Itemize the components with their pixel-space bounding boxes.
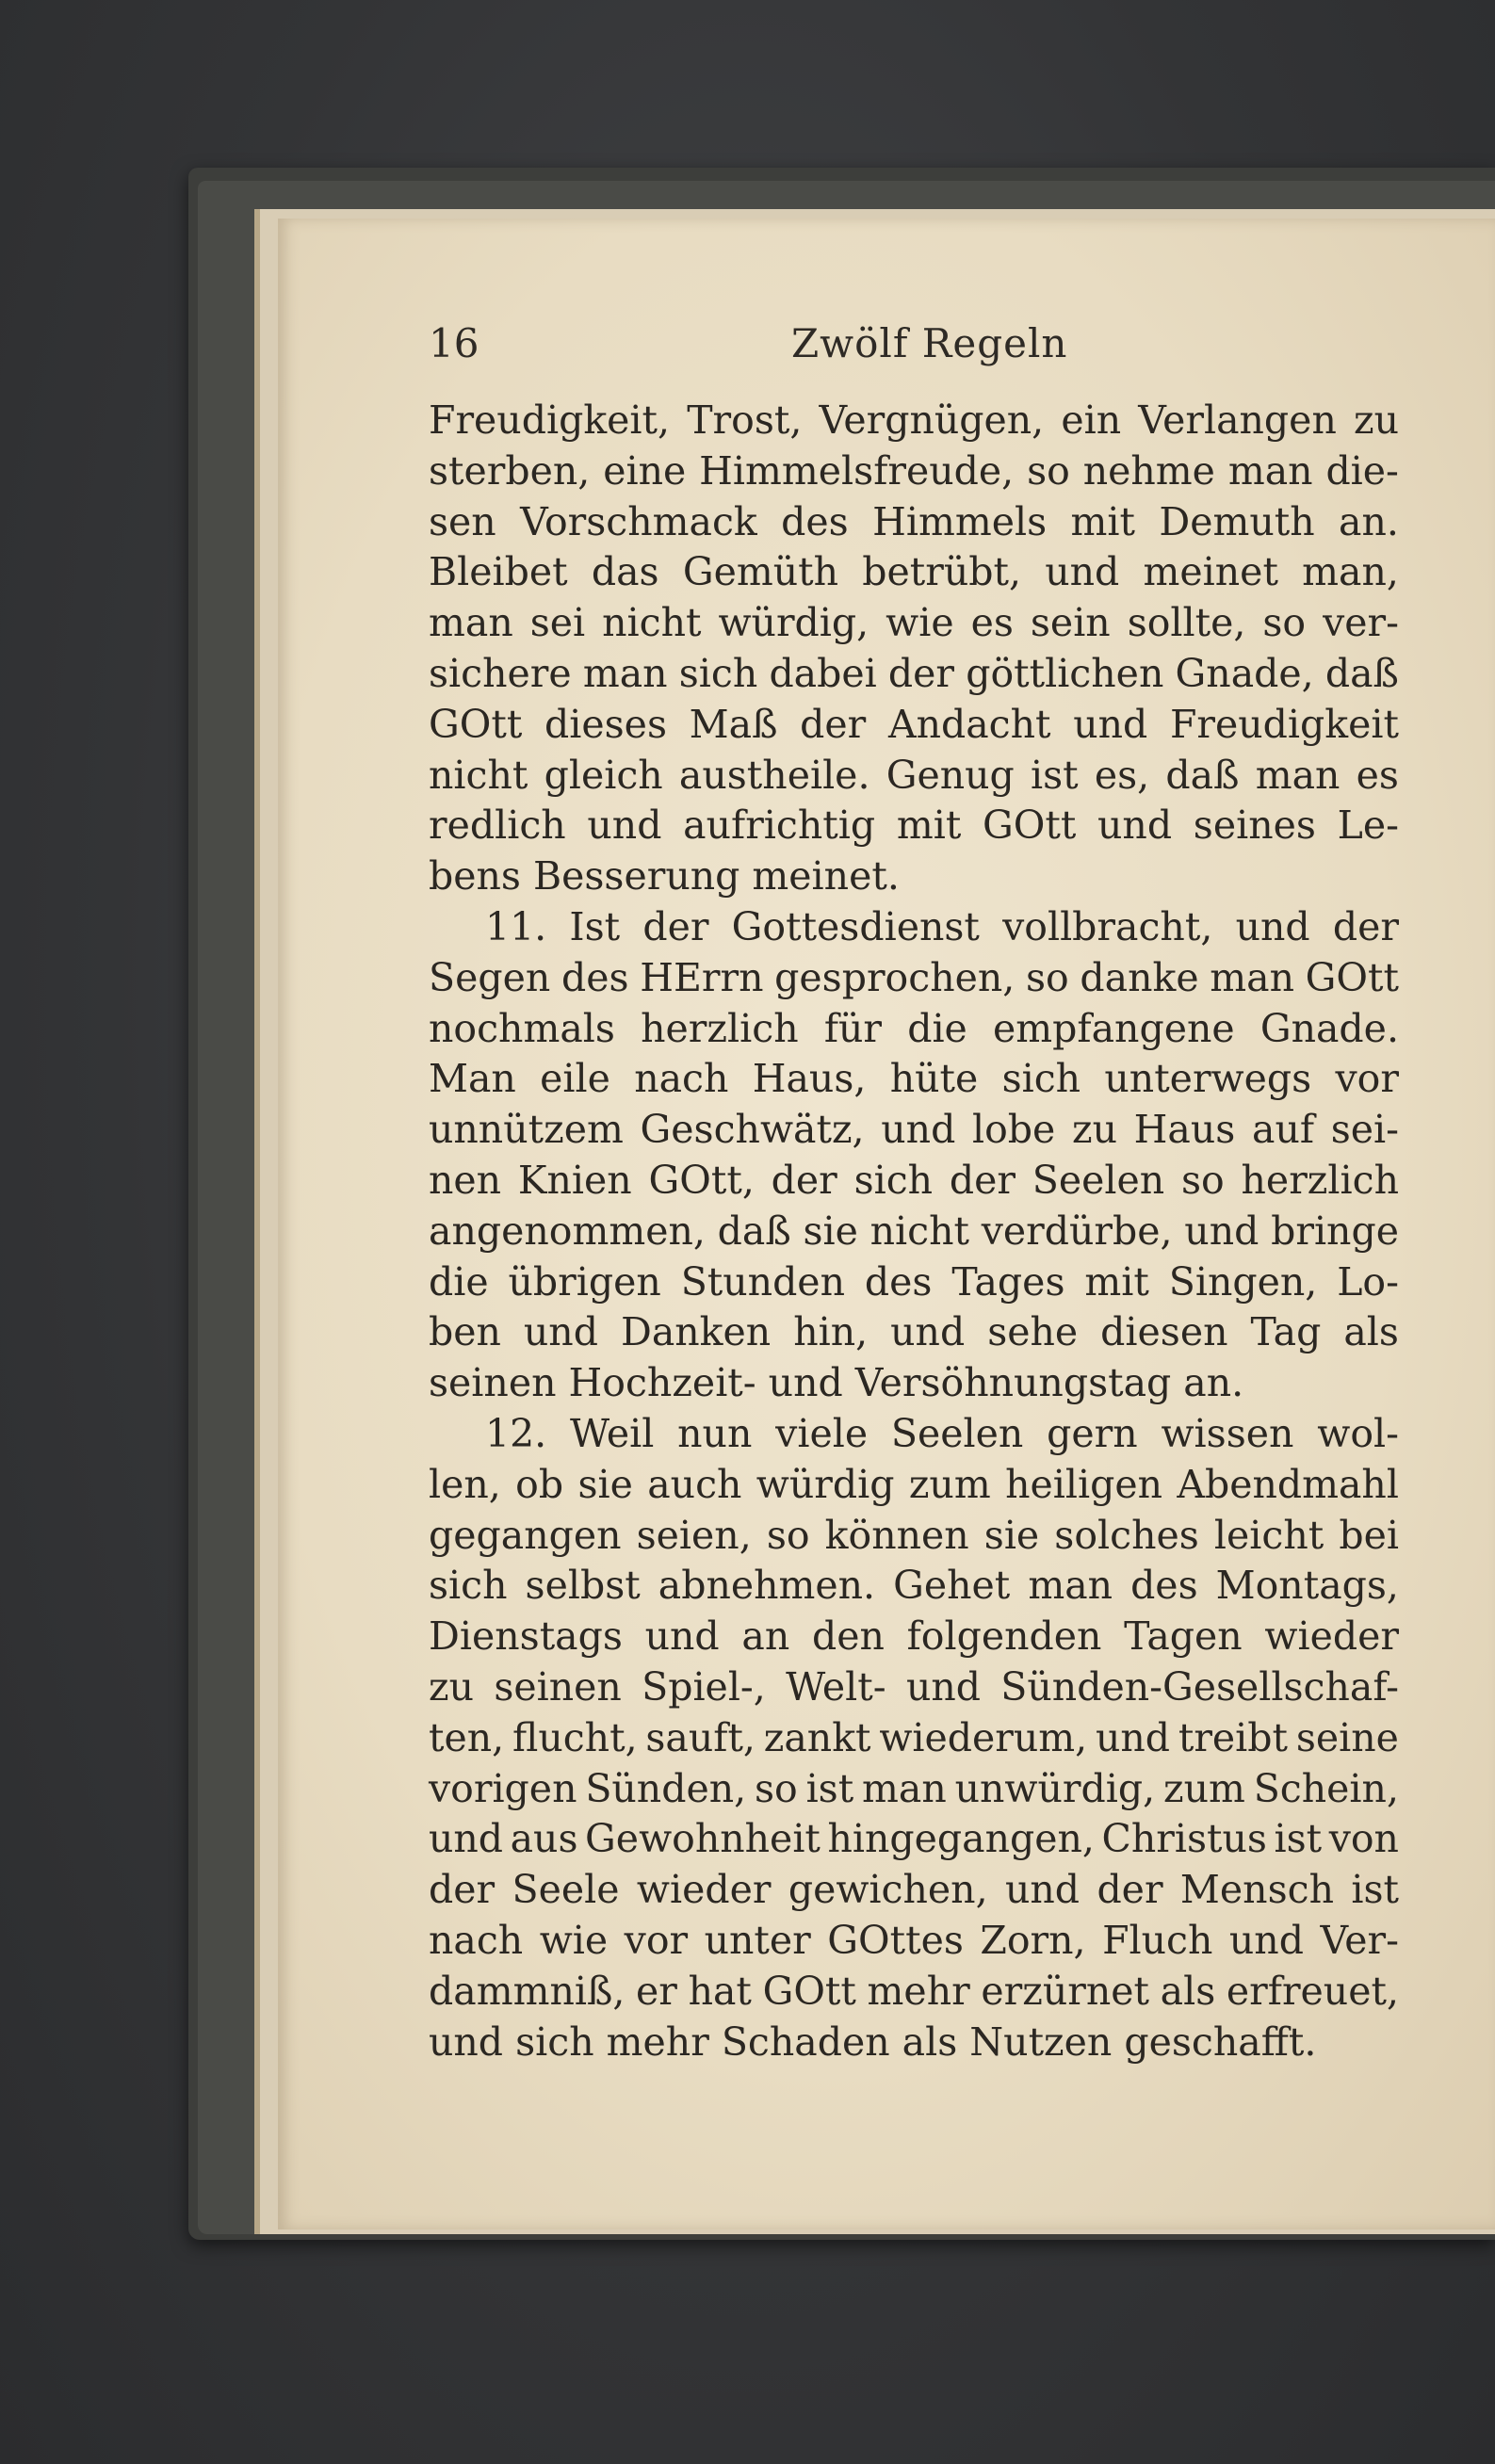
- text-line: und sich mehr Schaden als Nutzen geschafft.: [429, 2018, 1317, 2065]
- text-line: bens Besserung meinet.: [429, 853, 900, 900]
- text-line: ben und Danken hin, und sehe diesen Tag als: [429, 1309, 1399, 1355]
- text-line: sterben, eine Himmelsfreude, so nehme man die-: [429, 447, 1399, 494]
- text-line: zu seinen Spiel-, Welt- und Sünden-Gesellschaf-: [429, 1663, 1399, 1710]
- text-line: Freudigkeit, Trost, Vergnügen, ein Verlangen zu: [429, 397, 1399, 443]
- body-text: [429, 396, 1399, 2067]
- text-line: gegangen seien, so können sie solches leicht bei: [429, 1512, 1399, 1558]
- page-number: 16: [429, 320, 479, 366]
- text-line: Dienstags und an den folgenden Tagen wieder: [429, 1613, 1399, 1660]
- text-line: Segen des HErrn gesprochen, so danke man GOtt: [429, 954, 1399, 1000]
- text-line: sichere man sich dabei der göttlichen Gnade, daß: [429, 650, 1399, 696]
- running-head: Zwölf Regeln: [791, 320, 1068, 366]
- text-line: GOtt dieses Maß der Andacht und Freudigkeit: [429, 701, 1399, 747]
- text-line: len, ob sie auch würdig zum heiligen Abendmahl: [429, 1461, 1399, 1507]
- text-line: redlich und aufrichtig mit GOtt und seines Le-: [429, 802, 1399, 849]
- text-line: Bleibet das Gemüth betrübt, und meinet man,: [429, 549, 1399, 595]
- text-line: nen Knien GOtt, der sich der Seelen so herzlich: [429, 1157, 1399, 1203]
- text-line: nochmals herzlich für die empfangene Gnade.: [429, 1005, 1399, 1051]
- text-line: 12. Weil nun viele Seelen gern wissen wol-: [485, 1410, 1399, 1456]
- text-line: man sei nicht würdig, wie es sein sollte, so ver-: [429, 600, 1399, 646]
- text-line: Man eile nach Haus, hüte sich unterwegs vor: [429, 1056, 1399, 1102]
- text-line: und aus Gewohnheit hingegangen, Christus ist von: [429, 1816, 1399, 1862]
- text-line: angenommen, daß sie nicht verdürbe, und bringe: [429, 1208, 1399, 1254]
- text-line: nicht gleich austheile. Genug ist es, daß man es: [429, 752, 1399, 798]
- text-line: 11. Ist der Gottesdienst vollbracht, und der: [485, 903, 1399, 949]
- text-line: vorigen Sünden, so ist man unwürdig, zum Schein,: [429, 1765, 1399, 1811]
- text-line: ten, flucht, sauft, zankt wiederum, und treibt seine: [429, 1714, 1399, 1760]
- text-line: dammniß, er hat GOtt mehr erzürnet als erfreuet,: [429, 1968, 1399, 2014]
- text-line: unnützem Geschwätz, und lobe zu Haus auf sei-: [429, 1107, 1399, 1153]
- text-line: die übrigen Stunden des Tages mit Singen, Lo-: [429, 1258, 1399, 1305]
- text-line: seinen Hochzeit- und Versöhnungstag an.: [429, 1360, 1244, 1406]
- text-line: der Seele wieder gewichen, und der Mensch ist: [429, 1867, 1399, 1913]
- page-header: [429, 316, 1352, 372]
- text-line: sen Vorschmack des Himmels mit Demuth an.: [429, 498, 1399, 544]
- text-line: sich selbst abnehmen. Gehet man des Montags,: [429, 1563, 1399, 1609]
- text-line: nach wie vor unter GOttes Zorn, Fluch und Ver-: [429, 1917, 1399, 1963]
